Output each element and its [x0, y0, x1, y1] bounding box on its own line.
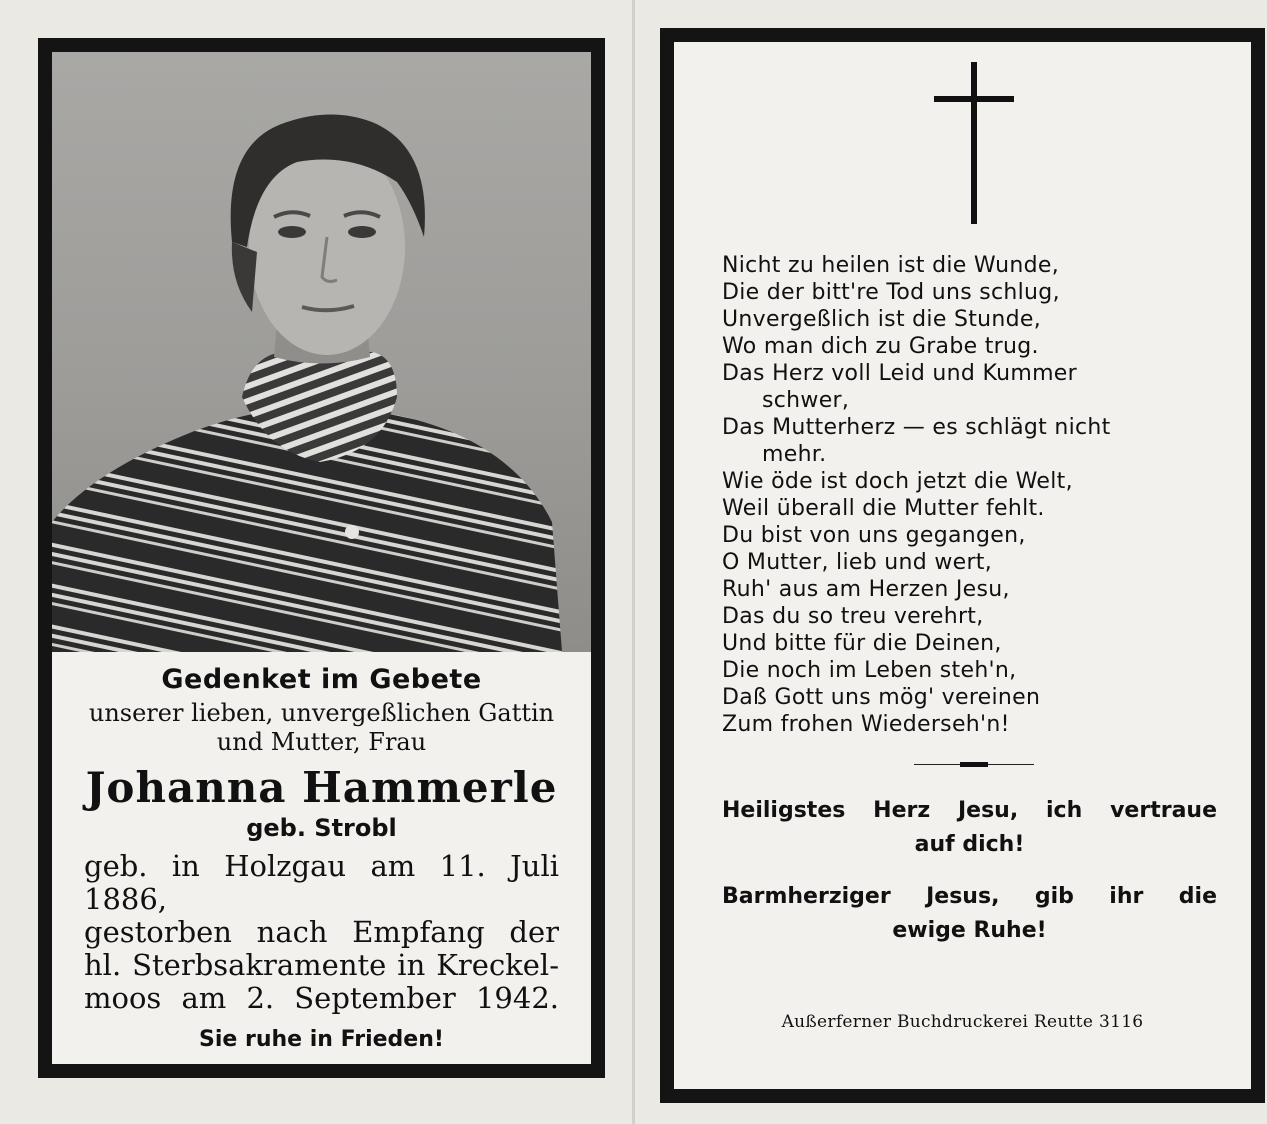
bio-line: moos am 2. September 1942.	[84, 981, 559, 1015]
subtitle-line: und Mutter, Frau	[216, 728, 427, 756]
deceased-name: Johanna Hammerle	[85, 763, 558, 812]
portrait-illustration	[52, 52, 591, 652]
subtitle-line: unserer lieben, unvergeßlichen Gattin	[88, 699, 555, 727]
prayer-line: ewige Ruhe!	[892, 918, 1047, 943]
prayer-merciful-jesus	[722, 880, 1217, 948]
bio-line: gestorben nach Empfang der	[84, 915, 559, 949]
poem-line: Weil überall die Mutter fehlt.	[722, 496, 1045, 521]
poem	[722, 252, 1217, 738]
maiden-name: geb. Strobl	[246, 814, 397, 842]
prayer-sacred-heart	[722, 794, 1217, 862]
poem-line: Das Mutterherz — es schlägt nicht	[722, 415, 1111, 440]
poem-line: Unvergeßlich ist die Stunde,	[722, 307, 1042, 332]
bio-line: geb. in Holzgau am 11. Juli 1886,	[84, 849, 559, 916]
poem-line: O Mutter, lieb und wert,	[722, 550, 993, 575]
poem-line: Die noch im Leben steh'n,	[722, 658, 1017, 683]
poem-line: Daß Gott uns mög' vereinen	[722, 685, 1041, 710]
bio	[84, 850, 559, 1015]
poem-line: Das du so treu verehrt,	[722, 604, 984, 629]
card-fold	[632, 0, 635, 1124]
divider-ornament	[914, 762, 1034, 768]
poem-line: Ruh' aus am Herzen Jesu,	[722, 577, 1010, 602]
poem-line: Du bist von uns gegangen,	[722, 523, 1026, 548]
heading: Gedenket im Gebete	[161, 664, 482, 695]
poem-line: Und bitte für die Deinen,	[722, 631, 1002, 656]
prayer-line: Barmherziger Jesus, gib ihr die	[722, 884, 1217, 909]
portrait-photo	[52, 52, 591, 652]
poem-line: Wie öde ist doch jetzt die Welt,	[722, 469, 1073, 494]
cross-icon	[934, 62, 1014, 224]
left-panel	[38, 38, 605, 1078]
subtitle	[52, 699, 591, 757]
right-panel	[660, 28, 1265, 1103]
poem-line: Die der bitt're Tod uns schlug,	[722, 280, 1060, 305]
bio-line: hl. Sterbsakramente in Kreckel-	[84, 948, 559, 982]
prayer-line: Heiligstes Herz Jesu, ich vertraue	[722, 798, 1217, 823]
poem-line: Zum frohen Wiederseh'n!	[722, 712, 1010, 737]
poem-line: Wo man dich zu Grabe trug.	[722, 334, 1039, 359]
closing-line: Sie ruhe in Frieden!	[199, 1027, 444, 1052]
printer-imprint: Außerferner Buchdruckerei Reutte 3116	[781, 1012, 1144, 1032]
left-text-block	[52, 652, 591, 1052]
poem-line: Das Herz voll Leid und Kummer	[722, 361, 1077, 386]
poem-line: Nicht zu heilen ist die Wunde,	[722, 253, 1060, 278]
poem-line: mehr.	[762, 442, 827, 467]
poem-line: schwer,	[762, 388, 850, 413]
prayer-line: auf dich!	[914, 832, 1025, 857]
